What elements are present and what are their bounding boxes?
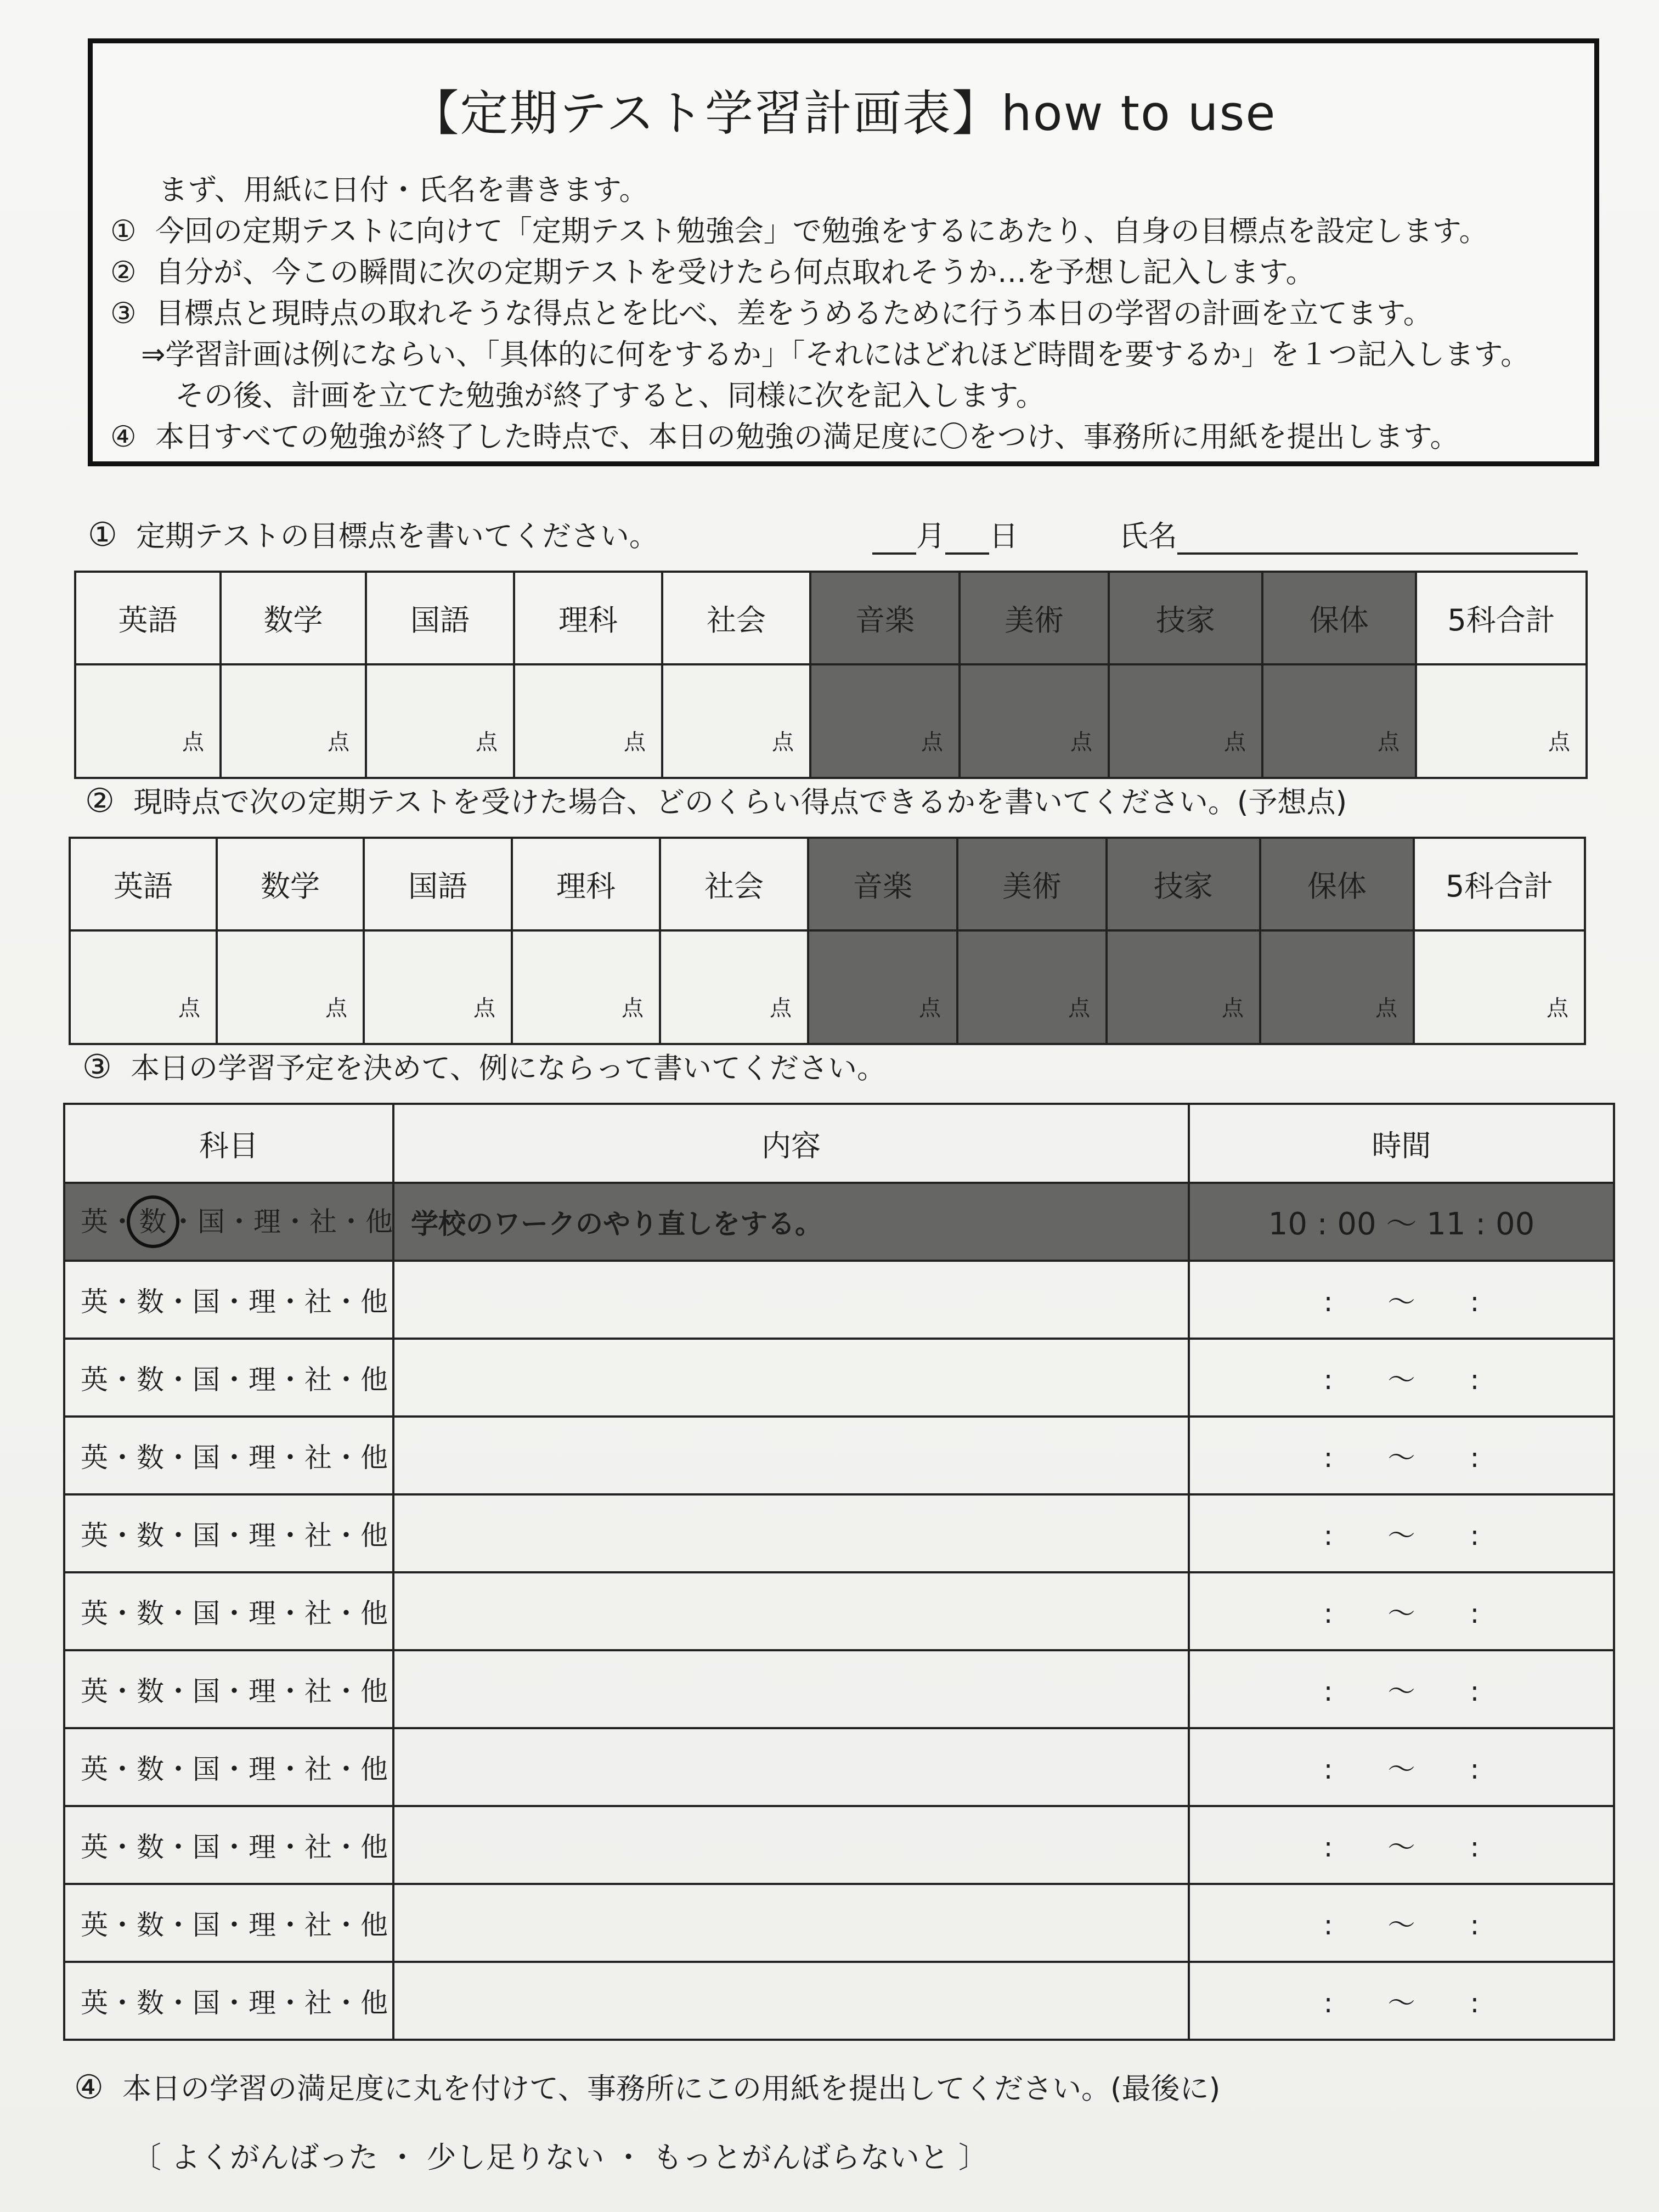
target-english-field[interactable]: 点 bbox=[75, 664, 221, 778]
plan-subject-choices[interactable]: 英・数・国・理・社・他 bbox=[64, 1806, 393, 1884]
month-label: 月 bbox=[916, 520, 945, 553]
plan-content-field[interactable] bbox=[393, 1572, 1189, 1650]
example-content: 学校のワークのやり直しをする。 bbox=[393, 1183, 1189, 1261]
plan-subject-choices[interactable]: 英・数・国・理・社・他 bbox=[64, 1884, 393, 1962]
current-science-field[interactable]: 点 bbox=[512, 930, 660, 1044]
target-five-total-field[interactable]: 点 bbox=[1416, 664, 1587, 778]
plan-row bbox=[64, 1572, 1614, 1650]
subject-social: 社会 bbox=[660, 838, 808, 930]
plan-content-field[interactable] bbox=[393, 1494, 1189, 1572]
name-field[interactable] bbox=[1177, 522, 1578, 555]
section-4-heading: ④ 本日の学習の満足度に丸を付けて、事務所にこの用紙を提出してください。(最後に) bbox=[74, 2068, 1221, 2107]
date-name-line bbox=[872, 513, 1578, 555]
plan-row bbox=[64, 1650, 1614, 1728]
current-english-field[interactable]: 点 bbox=[70, 930, 217, 1044]
example-time: 10 : 00 ～ 11 : 00 bbox=[1189, 1183, 1614, 1261]
how-to-title: 【定期テスト学習計画表】how to use bbox=[410, 85, 1277, 142]
plan-time-field[interactable]: : ～ : bbox=[1189, 1650, 1614, 1728]
plan-subject-choices[interactable]: 英・数・国・理・社・他 bbox=[64, 1339, 393, 1417]
current-score-table bbox=[69, 837, 1586, 1045]
section-2-heading: ② 現時点で次の定期テストを受けた場合、どのくらい得点できるかを書いてください。(予想点) bbox=[85, 782, 1347, 820]
plan-row bbox=[64, 1884, 1614, 1962]
plan-subject-choices[interactable]: 英・数・国・理・社・他 bbox=[64, 1962, 393, 2040]
plan-content-field[interactable] bbox=[393, 1261, 1189, 1339]
how-to-step-4: ④ 本日すべての勉強が終了した時点で、本日の勉強の満足度に〇をつけ、事務所に用紙を提出します。 bbox=[110, 420, 1459, 454]
current-tech-home-field[interactable]: 点 bbox=[1107, 930, 1260, 1044]
plan-time-field[interactable]: : ～ : bbox=[1189, 1339, 1614, 1417]
plan-content-field[interactable] bbox=[393, 1417, 1189, 1494]
subject-pe: 保体 bbox=[1260, 838, 1414, 930]
how-to-sub-2: その後、計画を立てた勉強が終了すると、同様に次を記入します。 bbox=[175, 379, 1045, 413]
subject-japanese: 国語 bbox=[366, 572, 514, 664]
plan-time-field[interactable]: : ～ : bbox=[1189, 1417, 1614, 1494]
plan-subject-choices[interactable]: 英・数・国・理・社・他 bbox=[64, 1261, 393, 1339]
subject-five-total: 5科合計 bbox=[1416, 572, 1587, 664]
current-math-field[interactable]: 点 bbox=[217, 930, 364, 1044]
plan-row bbox=[64, 1962, 1614, 2040]
target-social-field[interactable]: 点 bbox=[662, 664, 810, 778]
how-to-step-1: ① 今回の定期テストに向けて「定期テスト勉強会」で勉強をするにあたり、自身の目標点を設定します。 bbox=[110, 215, 1488, 248]
current-pe-field[interactable]: 点 bbox=[1260, 930, 1414, 1044]
plan-time-field[interactable]: : ～ : bbox=[1189, 1728, 1614, 1806]
how-to-step-2: ② 自分が、今この瞬間に次の定期テストを受けたら何点取れそうか…を予想し記入します。 bbox=[110, 256, 1315, 289]
section-3-heading: ③ 本日の学習予定を決めて、例にならって書いてください。 bbox=[82, 1048, 886, 1086]
subject-math: 数学 bbox=[221, 572, 366, 664]
target-score-table bbox=[74, 571, 1588, 779]
section-1-heading: ① 定期テストの目標点を書いてください。 bbox=[88, 516, 658, 554]
plan-header-content: 内容 bbox=[393, 1104, 1189, 1183]
subject-science: 理科 bbox=[514, 572, 662, 664]
plan-content-field[interactable] bbox=[393, 1962, 1189, 2040]
plan-row bbox=[64, 1806, 1614, 1884]
plan-content-field[interactable] bbox=[393, 1806, 1189, 1884]
plan-time-field[interactable]: : ～ : bbox=[1189, 1962, 1614, 2040]
plan-content-field[interactable] bbox=[393, 1650, 1189, 1728]
plan-subject-choices[interactable]: 英・数・国・理・社・他 bbox=[64, 1417, 393, 1494]
plan-subject-choices[interactable]: 英・数・国・理・社・他 bbox=[64, 1494, 393, 1572]
subject-tech-home: 技家 bbox=[1109, 572, 1262, 664]
plan-row bbox=[64, 1339, 1614, 1417]
plan-time-field[interactable]: : ～ : bbox=[1189, 1261, 1614, 1339]
current-music-field[interactable]: 点 bbox=[808, 930, 957, 1044]
month-field[interactable] bbox=[872, 522, 916, 555]
target-science-field[interactable]: 点 bbox=[514, 664, 662, 778]
subject-music: 音楽 bbox=[808, 838, 957, 930]
target-japanese-field[interactable]: 点 bbox=[366, 664, 514, 778]
day-label: 日 bbox=[989, 520, 1018, 553]
subject-music: 音楽 bbox=[810, 572, 960, 664]
subject-tech-home: 技家 bbox=[1107, 838, 1260, 930]
plan-row bbox=[64, 1261, 1614, 1339]
current-art-field[interactable]: 点 bbox=[957, 930, 1107, 1044]
subject-social: 社会 bbox=[662, 572, 810, 664]
plan-content-field[interactable] bbox=[393, 1884, 1189, 1962]
plan-header-subject: 科目 bbox=[64, 1104, 393, 1183]
plan-time-field[interactable]: : ～ : bbox=[1189, 1572, 1614, 1650]
plan-header-time: 時間 bbox=[1189, 1104, 1614, 1183]
how-to-use-box bbox=[88, 38, 1599, 466]
current-social-field[interactable]: 点 bbox=[660, 930, 808, 1044]
target-art-field[interactable]: 点 bbox=[960, 664, 1109, 778]
how-to-step-3: ③ 目標点と現時点の取れそうな得点とを比べ、差をうめるために行う本日の学習の計画を立てます。 bbox=[110, 297, 1432, 330]
plan-example-row bbox=[64, 1183, 1614, 1261]
satisfaction-options[interactable]: 〔 よくがんばった ・ 少し足りない ・ もっとがんばらないと 〕 bbox=[132, 2140, 988, 2175]
study-plan-table bbox=[63, 1103, 1615, 2041]
target-math-field[interactable]: 点 bbox=[221, 664, 366, 778]
subject-english: 英語 bbox=[75, 572, 221, 664]
current-japanese-field[interactable]: 点 bbox=[364, 930, 512, 1044]
how-to-intro: まず、用紙に日付・氏名を書きます。 bbox=[159, 173, 648, 207]
subject-five-total: 5科合計 bbox=[1414, 838, 1585, 930]
plan-row bbox=[64, 1728, 1614, 1806]
plan-time-field[interactable]: : ～ : bbox=[1189, 1884, 1614, 1962]
example-subject-choices: 英・数・国・理・社・他 bbox=[64, 1183, 393, 1261]
subject-english: 英語 bbox=[70, 838, 217, 930]
subject-art: 美術 bbox=[960, 572, 1109, 664]
plan-subject-choices[interactable]: 英・数・国・理・社・他 bbox=[64, 1728, 393, 1806]
target-pe-field[interactable]: 点 bbox=[1262, 664, 1416, 778]
plan-time-field[interactable]: : ～ : bbox=[1189, 1806, 1614, 1884]
plan-row bbox=[64, 1417, 1614, 1494]
subject-japanese: 国語 bbox=[364, 838, 512, 930]
day-field[interactable] bbox=[945, 522, 989, 555]
plan-time-field[interactable]: : ～ : bbox=[1189, 1494, 1614, 1572]
target-tech-home-field[interactable]: 点 bbox=[1109, 664, 1262, 778]
subject-science: 理科 bbox=[512, 838, 660, 930]
subject-math: 数学 bbox=[217, 838, 364, 930]
name-label: 氏名 bbox=[1119, 520, 1177, 553]
example-circled-subject: 数 bbox=[127, 1195, 179, 1248]
plan-row bbox=[64, 1494, 1614, 1572]
subject-art: 美術 bbox=[957, 838, 1107, 930]
plan-content-field[interactable] bbox=[393, 1728, 1189, 1806]
subject-pe: 保体 bbox=[1262, 572, 1416, 664]
target-music-field[interactable]: 点 bbox=[810, 664, 960, 778]
how-to-sub-1: ⇒学習計画は例にならい、「具体的に何をするか」「それにはどれほど時間を要するか」を１つ記入します。 bbox=[141, 338, 1530, 371]
plan-content-field[interactable] bbox=[393, 1339, 1189, 1417]
current-five-total-field[interactable]: 点 bbox=[1414, 930, 1585, 1044]
plan-subject-choices[interactable]: 英・数・国・理・社・他 bbox=[64, 1572, 393, 1650]
plan-subject-choices[interactable]: 英・数・国・理・社・他 bbox=[64, 1650, 393, 1728]
